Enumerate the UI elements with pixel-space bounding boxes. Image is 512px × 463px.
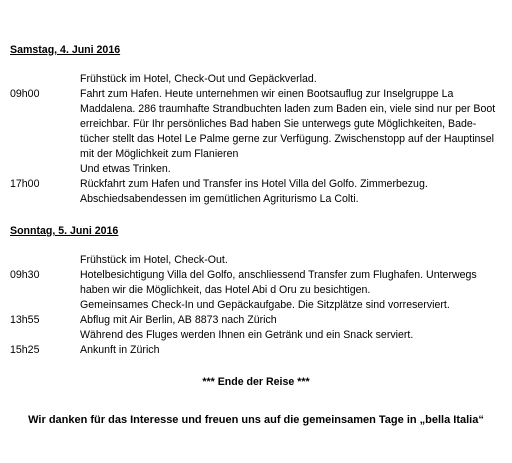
time-label: 09h00 bbox=[10, 88, 40, 100]
itinerary-text: Abschiedsabendessen im gemütlichen Agriturismo La Colti. bbox=[80, 193, 359, 205]
time-label: 09h30 bbox=[10, 269, 40, 281]
itinerary-text: Und etwas Trinken. bbox=[80, 163, 171, 175]
itinerary-text: Während des Fluges werden Ihnen ein Getränk und ein Snack serviert. bbox=[80, 329, 414, 341]
itinerary-text: tücher stellt das Hotel Le Palme gerne zur Verfügung. Zwischenstopp auf der Hauptinsel bbox=[80, 133, 494, 145]
itinerary-text: Frühstück im Hotel, Check-Out. bbox=[80, 254, 228, 266]
itinerary-text: Ankunft in Zürich bbox=[80, 344, 160, 356]
itinerary-text: Rückfahrt zum Hafen und Transfer ins Hotel Villa del Golfo. Zimmerbezug. bbox=[80, 178, 428, 190]
itinerary-text: Frühstück im Hotel, Check-Out und Gepäckverlad. bbox=[80, 73, 317, 85]
itinerary-text: erreichbar. Für Ihr persönliches Bad haben Sie unterwegs gute Möglichkeiten, Bade- bbox=[80, 118, 477, 130]
time-label: 17h00 bbox=[10, 178, 40, 190]
itinerary-text: haben wir die Möglichkeit, das Hotel Abi d Oru zu besichtigen. bbox=[80, 284, 371, 296]
time-label: 15h25 bbox=[10, 344, 40, 356]
itinerary-text: Gemeinsames Check-In und Gepäckaufgabe. Die Sitzplätze sind vorreserviert. bbox=[80, 299, 450, 311]
itinerary-text: Maddalena. 286 traumhafte Strandbuchten laden zum Baden ein, viele sind nur per Boot bbox=[80, 103, 496, 115]
itinerary-text: Hotelbesichtigung Villa del Golfo, anschliessend Transfer zum Flughafen. Unterwegs bbox=[80, 269, 477, 281]
thanks-note: Wir danken für das Interesse und freuen uns auf die gemeinsamen Tage in „bella Italia“ bbox=[28, 414, 484, 426]
day-heading-sunday: Sonntag, 5. Juni 2016 bbox=[10, 225, 119, 237]
itinerary-text: Fahrt zum Hafen. Heute unternehmen wir einen Bootsauflug zur Inselgruppe La bbox=[80, 88, 454, 100]
day-heading-saturday: Samstag, 4. Juni 2016 bbox=[10, 44, 121, 56]
time-label: 13h55 bbox=[10, 314, 40, 326]
itinerary-text: mit der Möglichkeit zum Flanieren bbox=[80, 148, 239, 160]
end-of-trip-note: *** Ende der Reise *** bbox=[202, 376, 310, 388]
itinerary-text: Abflug mit Air Berlin, AB 8873 nach Zürich bbox=[80, 314, 277, 326]
